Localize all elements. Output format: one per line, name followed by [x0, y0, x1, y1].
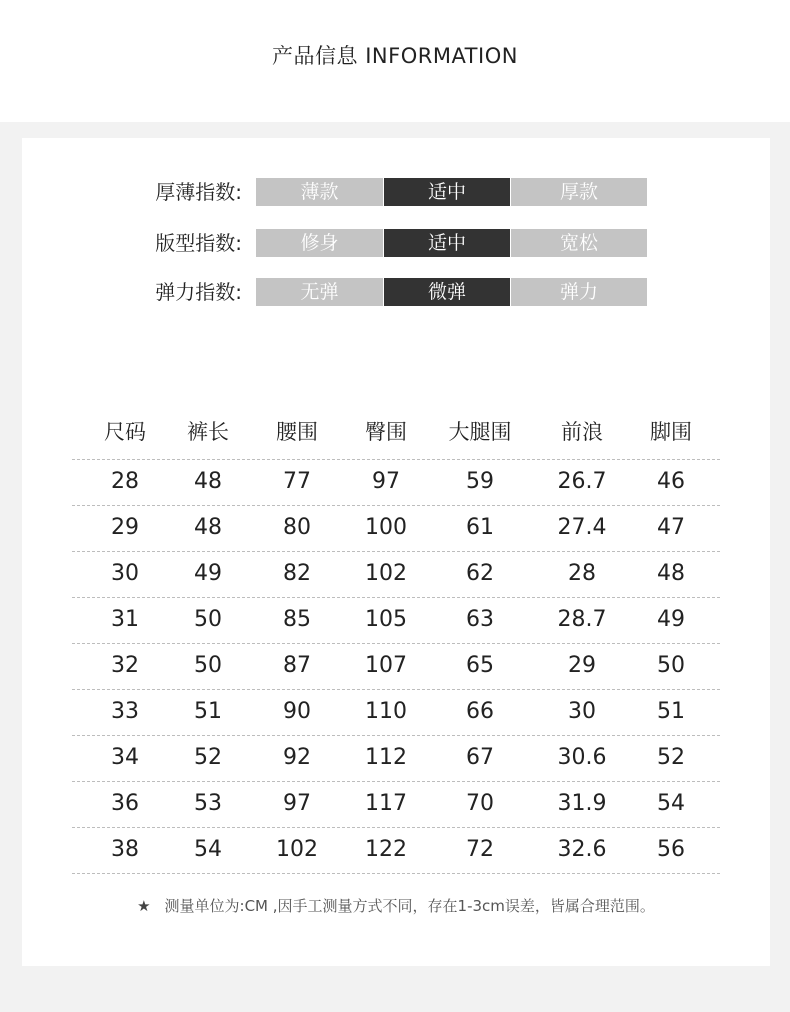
- table-cell: 102: [365, 561, 407, 586]
- table-cell: 107: [365, 653, 407, 678]
- table-cell: 49: [194, 561, 222, 586]
- table-row: [72, 690, 720, 736]
- table-cell: 85: [283, 607, 311, 632]
- table-cell: 28: [111, 469, 139, 494]
- index-option: 弹力: [511, 278, 647, 306]
- table-header-row: [72, 415, 720, 460]
- table-cell: 72: [466, 837, 494, 862]
- table-cell: 87: [283, 653, 311, 678]
- table-cell: 59: [466, 469, 494, 494]
- table-row: [72, 644, 720, 690]
- table-cell: 63: [466, 607, 494, 632]
- table-cell: 48: [657, 561, 685, 586]
- table-cell: 90: [283, 699, 311, 724]
- table-cell: 29: [111, 515, 139, 540]
- table-row: [72, 460, 720, 506]
- index-option: 厚款: [511, 178, 647, 206]
- table-row: [72, 828, 720, 874]
- table-cell: 56: [657, 837, 685, 862]
- page-title: 产品信息 INFORMATION: [272, 44, 518, 68]
- table-row: [72, 782, 720, 828]
- index-row-fit: [22, 229, 770, 257]
- table-cell: 100: [365, 515, 407, 540]
- index-option-selected: 适中: [384, 178, 510, 206]
- measurement-note: [22, 895, 770, 916]
- table-header-cell: 前浪: [561, 420, 603, 444]
- table-cell: 29: [568, 653, 596, 678]
- table-row: [72, 736, 720, 782]
- index-option: 无弹: [256, 278, 383, 306]
- table-cell: 70: [466, 791, 494, 816]
- index-label: 版型指数:: [155, 231, 242, 255]
- table-cell: 36: [111, 791, 139, 816]
- table-cell: 34: [111, 745, 139, 770]
- table-cell: 102: [276, 837, 318, 862]
- star-icon: ★: [137, 897, 151, 915]
- table-cell: 54: [194, 837, 222, 862]
- table-cell: 112: [365, 745, 407, 770]
- table-cell: 50: [657, 653, 685, 678]
- table-cell: 30: [568, 699, 596, 724]
- table-cell: 50: [194, 607, 222, 632]
- table-cell: 67: [466, 745, 494, 770]
- table-header-cell: 腰围: [276, 420, 318, 444]
- index-option: 薄款: [256, 178, 383, 206]
- table-cell: 48: [194, 515, 222, 540]
- table-cell: 66: [466, 699, 494, 724]
- table-cell: 33: [111, 699, 139, 724]
- size-table: [72, 415, 720, 874]
- page-header: [0, 0, 790, 122]
- index-option: 修身: [256, 229, 383, 257]
- table-cell: 28: [568, 561, 596, 586]
- table-cell: 38: [111, 837, 139, 862]
- table-cell: 61: [466, 515, 494, 540]
- table-cell: 65: [466, 653, 494, 678]
- table-cell: 30.6: [557, 745, 607, 770]
- table-cell: 117: [365, 791, 407, 816]
- table-cell: 28.7: [557, 607, 607, 632]
- table-cell: 122: [365, 837, 407, 862]
- table-cell: 52: [194, 745, 222, 770]
- table-cell: 26.7: [557, 469, 607, 494]
- table-cell: 54: [657, 791, 685, 816]
- table-cell: 77: [283, 469, 311, 494]
- table-cell: 97: [372, 469, 400, 494]
- table-cell: 53: [194, 791, 222, 816]
- table-cell: 52: [657, 745, 685, 770]
- table-header-cell: 尺码: [104, 420, 146, 444]
- table-cell: 92: [283, 745, 311, 770]
- table-cell: 50: [194, 653, 222, 678]
- table-cell: 47: [657, 515, 685, 540]
- table-cell: 32: [111, 653, 139, 678]
- note-text: 测量单位为:CM ,因手工测量方式不同，存在1-3cm误差，皆属合理范围。: [164, 897, 655, 915]
- table-cell: 46: [657, 469, 685, 494]
- table-cell: 110: [365, 699, 407, 724]
- table-cell: 31.9: [557, 791, 607, 816]
- table-cell: 49: [657, 607, 685, 632]
- index-label: 弹力指数:: [155, 280, 242, 304]
- table-cell: 30: [111, 561, 139, 586]
- table-cell: 48: [194, 469, 222, 494]
- table-cell: 80: [283, 515, 311, 540]
- index-option-selected: 微弹: [384, 278, 510, 306]
- table-header-cell: 裤长: [187, 420, 229, 444]
- index-option: 宽松: [511, 229, 647, 257]
- table-cell: 51: [657, 699, 685, 724]
- table-header-cell: 脚围: [650, 420, 692, 444]
- table-cell: 31: [111, 607, 139, 632]
- index-row-elasticity: [22, 278, 770, 306]
- index-option-selected: 适中: [384, 229, 510, 257]
- index-label: 厚薄指数:: [155, 180, 242, 204]
- index-row-thickness: [22, 178, 770, 206]
- table-cell: 82: [283, 561, 311, 586]
- table-header-cell: 大腿围: [448, 420, 512, 444]
- table-row: [72, 506, 720, 552]
- table-row: [72, 552, 720, 598]
- table-cell: 51: [194, 699, 222, 724]
- table-cell: 27.4: [557, 515, 607, 540]
- table-cell: 32.6: [557, 837, 607, 862]
- info-card: [22, 138, 770, 966]
- table-cell: 62: [466, 561, 494, 586]
- table-cell: 97: [283, 791, 311, 816]
- table-row: [72, 598, 720, 644]
- table-cell: 105: [365, 607, 407, 632]
- table-header-cell: 臀围: [365, 420, 407, 444]
